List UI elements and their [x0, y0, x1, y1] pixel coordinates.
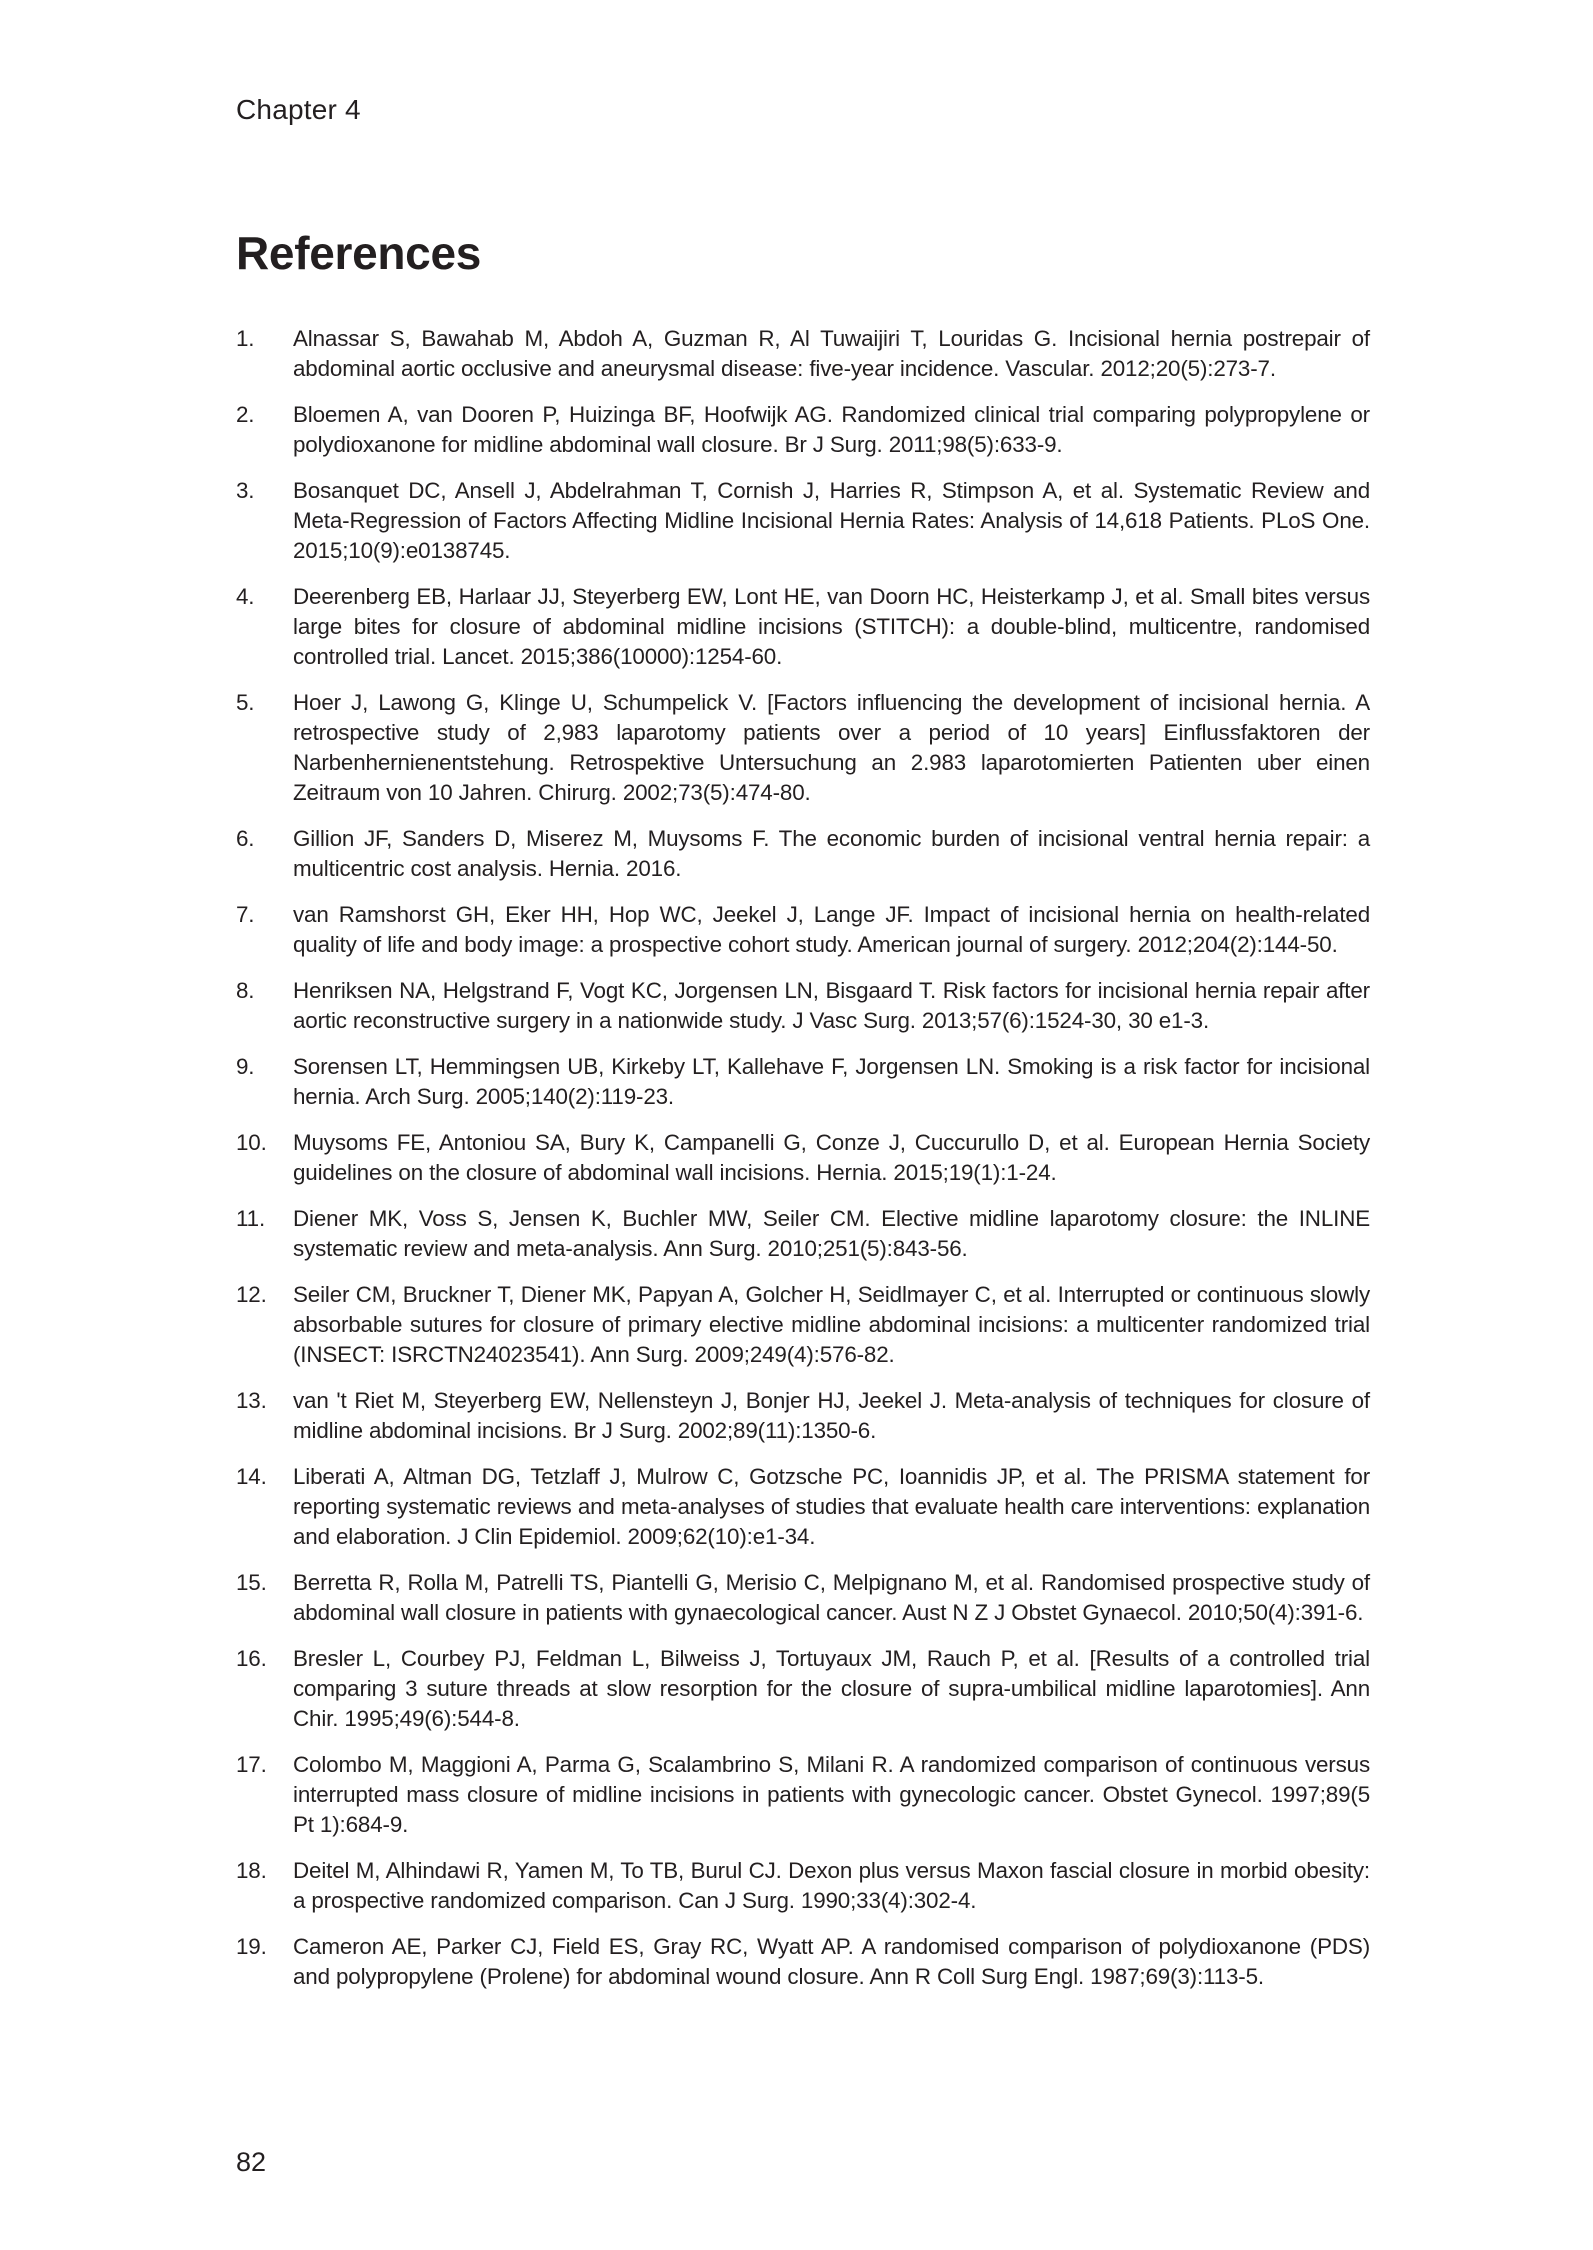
reference-text: Alnassar S, Bawahab M, Abdoh A, Guzman R, Al Tuwaijiri T, Louridas G. Incisional hernia postrepair of abdominal aortic occlusive and aneurysmal disease: five-year incidence. Vascular. 2012;20(5):273-7.	[293, 326, 1370, 381]
reference-item	[236, 1568, 1370, 1628]
reference-text: Gillion JF, Sanders D, Miserez M, Muysoms F. The economic burden of incisional ventral hernia repair: a multicentric cost analysis. Hernia. 2016.	[293, 826, 1370, 881]
reference-number: 4.	[236, 584, 255, 609]
reference-number: 11.	[236, 1206, 266, 1231]
reference-item	[236, 476, 1370, 566]
reference-number: 14.	[236, 1464, 267, 1489]
reference-item	[236, 1204, 1370, 1264]
page-number: 82	[236, 2147, 267, 2177]
reference-text: Diener MK, Voss S, Jensen K, Buchler MW, Seiler CM. Elective midline laparotomy closure: the INLINE systematic review and meta-analysis. Ann Surg. 2010;251(5):843-56.	[293, 1206, 1370, 1261]
reference-number: 8.	[236, 978, 255, 1003]
reference-list	[236, 324, 1370, 2008]
reference-item	[236, 900, 1370, 960]
reference-item	[236, 1856, 1370, 1916]
reference-text: van 't Riet M, Steyerberg EW, Nellensteyn J, Bonjer HJ, Jeekel J. Meta-analysis of techniques for closure of midline abdominal incisions. Br J Surg. 2002;89(11):1350-6.	[293, 1388, 1370, 1443]
reference-item	[236, 400, 1370, 460]
reference-text: Hoer J, Lawong G, Klinge U, Schumpelick V. [Factors influencing the development of incisional hernia. A retrospective study of 2,983 laparotomy patients over a period of 10 years] Einflussfaktoren der Narbenhernienentstehung. Retrospektive Untersuchung an 2.983 laparotomierten Patienten uber einen Zeitraum von 10 Jahren. Chirurg. 2002;73(5):474-80.	[293, 690, 1370, 805]
reference-item	[236, 1462, 1370, 1552]
reference-text: Henriksen NA, Helgstrand F, Vogt KC, Jorgensen LN, Bisgaard T. Risk factors for incisional hernia repair after aortic reconstructive surgery in a nationwide study. J Vasc Surg. 2013;57(6):1524-30, 30 e1-3.	[293, 978, 1370, 1033]
running-head: Chapter 4	[236, 94, 361, 125]
reference-text: Deerenberg EB, Harlaar JJ, Steyerberg EW, Lont HE, van Doorn HC, Heisterkamp J, et al. Small bites versus large bites for closure of abdominal midline incisions (STITCH): a double-blind, multicentre, randomised controlled trial. Lancet. 2015;386(10000):1254-60.	[293, 584, 1370, 669]
reference-number: 16.	[236, 1646, 267, 1671]
reference-number: 17.	[236, 1752, 267, 1777]
reference-text: Bosanquet DC, Ansell J, Abdelrahman T, Cornish J, Harries R, Stimpson A, et al. Systematic Review and Meta-Regression of Factors Affecting Midline Incisional Hernia Rates: Analysis of 14,618 Patients. PLoS One. 2015;10(9):e0138745.	[293, 478, 1370, 563]
reference-text: Bresler L, Courbey PJ, Feldman L, Bilweiss J, Tortuyaux JM, Rauch P, et al. [Results of a controlled trial comparing 3 suture threads at slow resorption for the closure of supra-umbilical midline laparotomies]. Ann Chir. 1995;49(6):544-8.	[293, 1646, 1370, 1731]
reference-text: Bloemen A, van Dooren P, Huizinga BF, Hoofwijk AG. Randomized clinical trial comparing polypropylene or polydioxanone for midline abdominal wall closure. Br J Surg. 2011;98(5):633-9.	[293, 402, 1370, 457]
reference-item	[236, 688, 1370, 808]
reference-number: 13.	[236, 1388, 267, 1413]
reference-text: Colombo M, Maggioni A, Parma G, Scalambrino S, Milani R. A randomized comparison of continuous versus interrupted mass closure of midline incisions in patients with gynecologic cancer. Obstet Gynecol. 1997;89(5 Pt 1):684-9.	[293, 1752, 1370, 1837]
reference-text: Seiler CM, Bruckner T, Diener MK, Papyan A, Golcher H, Seidlmayer C, et al. Interrupted or continuous slowly absorbable sutures for closure of primary elective midline abdominal incisions: a multicenter randomized trial (INSECT: ISRCTN24023541). Ann Surg. 2009;249(4):576-82.	[293, 1282, 1370, 1367]
reference-number: 18.	[236, 1858, 267, 1883]
reference-item	[236, 824, 1370, 884]
reference-item	[236, 1052, 1370, 1112]
reference-number: 10.	[236, 1130, 267, 1155]
reference-item	[236, 324, 1370, 384]
page-title: References	[236, 227, 482, 279]
reference-number: 15.	[236, 1570, 267, 1595]
reference-number: 2.	[236, 402, 255, 427]
reference-number: 5.	[236, 690, 255, 715]
reference-item	[236, 1932, 1370, 1992]
reference-text: Muysoms FE, Antoniou SA, Bury K, Campanelli G, Conze J, Cuccurullo D, et al. European Hernia Society guidelines on the closure of abdominal wall incisions. Hernia. 2015;19(1):1-24.	[293, 1130, 1370, 1185]
reference-number: 1.	[236, 326, 255, 351]
reference-number: 12.	[236, 1282, 267, 1307]
reference-item	[236, 1644, 1370, 1734]
reference-text: Berretta R, Rolla M, Patrelli TS, Piantelli G, Merisio C, Melpignano M, et al. Randomised prospective study of abdominal wall closure in patients with gynaecological cancer. Aust N Z J Obstet Gynaecol. 2010;50(4):391-6.	[293, 1570, 1370, 1625]
reference-text: Cameron AE, Parker CJ, Field ES, Gray RC, Wyatt AP. A randomised comparison of polydioxanone (PDS) and polypropylene (Prolene) for abdominal wound closure. Ann R Coll Surg Engl. 1987;69(3):113-5.	[293, 1934, 1370, 1989]
reference-number: 3.	[236, 478, 255, 503]
reference-item	[236, 1750, 1370, 1840]
reference-number: 7.	[236, 902, 255, 927]
reference-text: Deitel M, Alhindawi R, Yamen M, To TB, Burul CJ. Dexon plus versus Maxon fascial closure in morbid obesity: a prospective randomized comparison. Can J Surg. 1990;33(4):302-4.	[293, 1858, 1370, 1913]
reference-item	[236, 1128, 1370, 1188]
reference-text: van Ramshorst GH, Eker HH, Hop WC, Jeekel J, Lange JF. Impact of incisional hernia on health-related quality of life and body image: a prospective cohort study. American journal of surgery. 2012;204(2):144-50.	[293, 902, 1370, 957]
reference-item	[236, 1280, 1370, 1370]
reference-text: Liberati A, Altman DG, Tetzlaff J, Mulrow C, Gotzsche PC, Ioannidis JP, et al. The PRISMA statement for reporting systematic reviews and meta-analyses of studies that evaluate health care interventions: explanation and elaboration. J Clin Epidemiol. 2009;62(10):e1-34.	[293, 1464, 1370, 1549]
reference-text: Sorensen LT, Hemmingsen UB, Kirkeby LT, Kallehave F, Jorgensen LN. Smoking is a risk factor for incisional hernia. Arch Surg. 2005;140(2):119-23.	[293, 1054, 1370, 1109]
reference-number: 6.	[236, 826, 255, 851]
reference-item	[236, 1386, 1370, 1446]
reference-item	[236, 976, 1370, 1036]
reference-number: 9.	[236, 1054, 255, 1079]
reference-item	[236, 582, 1370, 672]
reference-number: 19.	[236, 1934, 267, 1959]
